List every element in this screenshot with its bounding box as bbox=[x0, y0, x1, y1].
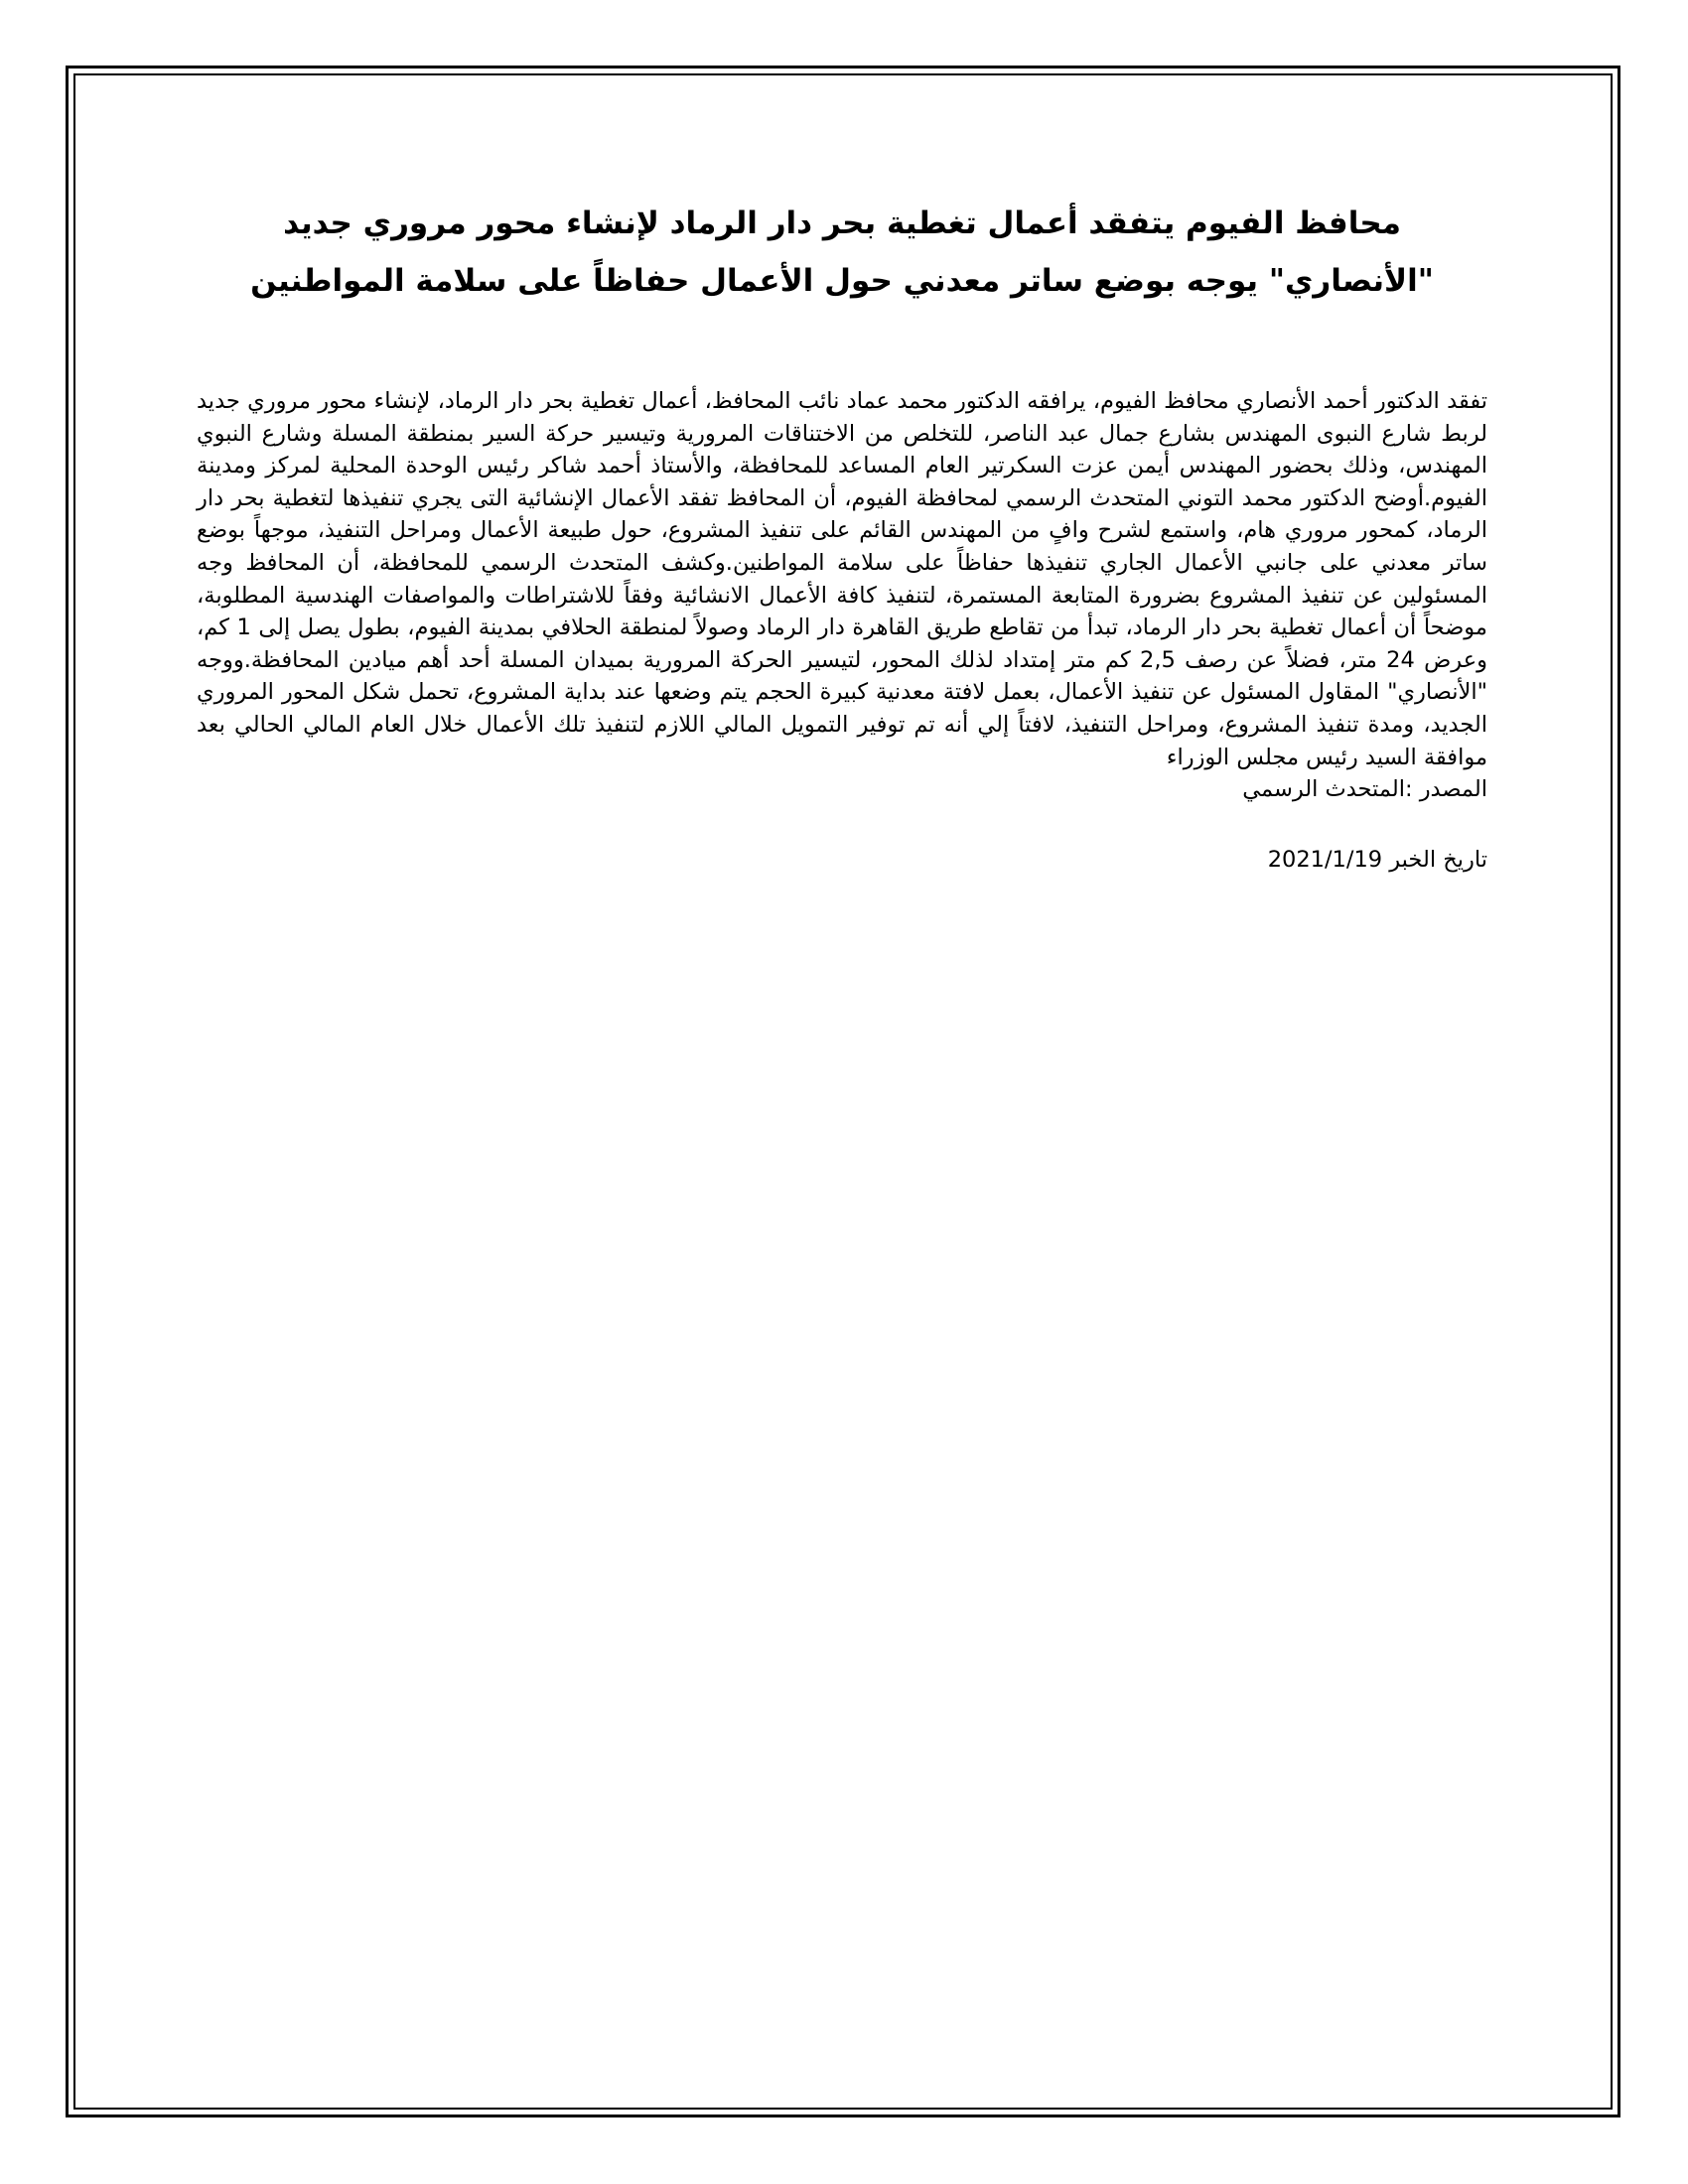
document-content bbox=[197, 195, 1487, 876]
news-date: تاريخ الخبر 2021/1/19 bbox=[1267, 846, 1487, 873]
headline-line-1: محافظ الفيوم يتفقد أعمال تغطية بحر دار الرماد لإنشاء محور مروري جديد bbox=[283, 205, 1401, 241]
source-line: المصدر :المتحدث الرسمي bbox=[1242, 776, 1487, 803]
headline-line-2: "الأنصاري" يوجه بوضع ساتر معدني حول الأعمال حفاظاً على سلامة المواطنين bbox=[250, 263, 1434, 299]
headline bbox=[197, 195, 1487, 310]
article-body: تفقد الدكتور أحمد الأنصاري محافظ الفيوم، يرافقه الدكتور محمد عماد نائب المحافظ، أعمال تغطية بحر دار الرماد، لإنشاء محور مروري جديد لربط شارع النبوى المهندس بشارع جمال عبد الناصر، للتخلص من الاختناقات المرورية وتيسير حركة السير بمنطقة المسلة وشارع النبوي المهندس، وذلك بحضور المهندس أيمن عزت السكرتير العام المساعد للمحافظة، والأستاذ أحمد شاكر رئيس الوحدة المحلية لمركز ومدينة الفيوم.أوضح الدكتور محمد التوني المتحدث الرسمي لمحافظة الفيوم، أن المحافظ تفقد الأعمال الإنشائية التى يجري تنفيذها لتغطية بحر دار الرماد، كمحور مروري هام، واستمع لشرح وافٍ من المهندس القائم على تنفيذ المشروع، حول طبيعة الأعمال ومراحل التنفيذ، موجهاً بوضع ساتر معدني على جانبي الأعمال الجاري تنفيذها حفاظاً على سلامة المواطنين.وكشف المتحدث الرسمي للمحافظة، أن المحافظ وجه المسئولين عن تنفيذ المشروع بضرورة المتابعة المستمرة، لتنفيذ كافة الأعمال الانشائية وفقاً للاشتراطات والمواصفات الهندسية المطلوبة، موضحاً أن أعمال تغطية بحر دار الرماد، تبدأ من تقاطع طريق القاهرة دار الرماد وصولاً لمنطقة الحلافي بمدينة الفيوم، بطول يصل إلى 1 كم، وعرض 24 متر، فضلاً عن رصف 2,5 كم متر إمتداد لذلك المحور، لتيسير الحركة المرورية بميدان المسلة أحد أهم ميادين المحافظة.ووجه "الأنصاري" المقاول المسئول عن تنفيذ الأعمال، بعمل لافتة معدنية كبيرة الحجم يتم وضعها عند بداية المشروع، تحمل شكل المحور المروري الجديد، ومدة تنفيذ المشروع، ومراحل التنفيذ، لافتاً إلي أنه تم توفير التمويل المالي اللازم لتنفيذ تلك الأعمال خلال العام المالي الحالي بعد موافقة السيد رئيس مجلس الوزراء bbox=[197, 388, 1487, 770]
